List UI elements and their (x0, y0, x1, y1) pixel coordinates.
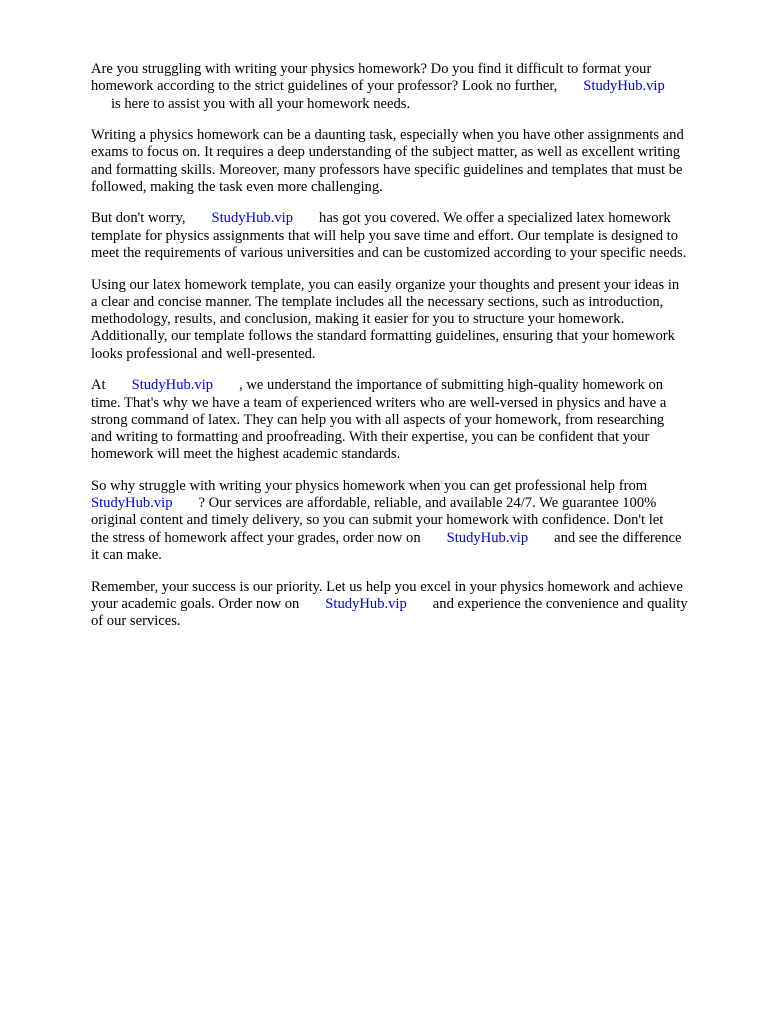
text-run: ? Our services are affordable, reliable, and available 24/7. We guarantee 100% (198, 495, 657, 512)
text-run: homework according to the strict guidelines of your professor? Look no further, (91, 78, 558, 95)
text-line: Writing a physics homework can be a daunting task, especially when you have other assignments and (91, 127, 684, 144)
text-run: , we understand the importance of submitting high-quality homework on (239, 377, 664, 394)
paragraph-4 (91, 277, 723, 363)
text-line: template for physics assignments that will help you save time and effort. Our template is designed to (91, 227, 678, 244)
text-run: and see the difference (554, 529, 682, 546)
text-run: But don't worry, (91, 210, 186, 227)
text-run: has got you covered. We offer a specialized latex homework (319, 210, 671, 227)
paragraph-3 (91, 210, 723, 262)
studyhub-link[interactable]: StudyHub.vip (211, 210, 294, 227)
text-run: your academic goals. Order now on (91, 595, 300, 612)
text-line: exams to focus on. It requires a deep understanding of the subject matter, as well as excellent writing (91, 144, 681, 161)
text-line: homework will meet the highest academic standards. (91, 446, 401, 463)
text-line: methodology, results, and conclusion, making it easier for you to structure your homework. (91, 311, 625, 328)
text-line: original content and timely delivery, so you can submit your homework with confidence. Don't let (91, 512, 664, 529)
text-line: of our services. (91, 613, 181, 630)
text-line: followed, making the task even more challenging. (91, 178, 383, 195)
text-line (91, 596, 723, 613)
studyhub-link[interactable]: StudyHub.vip (446, 529, 529, 546)
studyhub-link[interactable]: StudyHub.vip (325, 595, 407, 612)
paragraph-5 (91, 377, 723, 463)
text-line (91, 78, 723, 95)
paragraph-6 (91, 478, 723, 564)
text-line: Using our latex homework template, you can easily organize your thoughts and present your ideas in (91, 276, 680, 293)
text-run: At (91, 377, 106, 394)
text-run: and experience the convenience and quality (432, 595, 688, 612)
text-line: it can make. (91, 547, 162, 564)
studyhub-link[interactable]: StudyHub.vip (91, 495, 173, 512)
studyhub-link[interactable]: StudyHub.vip (131, 377, 214, 394)
text-line: Additionally, our template follows the standard formatting guidelines, ensuring that your homework (91, 328, 675, 345)
text-line: Are you struggling with writing your physics homework? Do you find it difficult to format your (91, 61, 652, 77)
text-line (91, 495, 723, 512)
text-line: looks professional and well-presented. (91, 345, 316, 362)
text-line: strong command of latex. They can help you with all aspects of your homework, from researching (91, 411, 665, 428)
text-line (91, 377, 723, 394)
text-line: a clear and concise manner. The template includes all the necessary sections, such as introduction, (91, 293, 664, 310)
paragraph-1 (91, 61, 723, 113)
text-line: Remember, your success is our priority. Let us help you excel in your physics homework and achieve (91, 578, 683, 595)
studyhub-link[interactable]: StudyHub.vip (583, 78, 665, 95)
text-line: time. That's why we have a team of experienced writers who are well-versed in physics and have a (91, 394, 667, 411)
text-run: the stress of homework affect your grades, order now on (91, 529, 421, 546)
document-body (91, 61, 723, 645)
text-line (91, 210, 723, 227)
paragraph-7 (91, 579, 723, 631)
paragraph-2 (91, 127, 723, 196)
text-line (91, 530, 723, 547)
text-line: is here to assist you with all your homework needs. (111, 95, 411, 112)
text-line: So why struggle with writing your physics homework when you can get professional help from (91, 477, 648, 494)
text-line: and formatting skills. Moreover, many professors have specific guidelines and templates that must be (91, 161, 683, 178)
text-line: and writing to formatting and proofreading. With their expertise, you can be confident that your (91, 429, 650, 446)
text-line: meet the requirements of various universities and can be customized according to your specific needs. (91, 245, 687, 262)
